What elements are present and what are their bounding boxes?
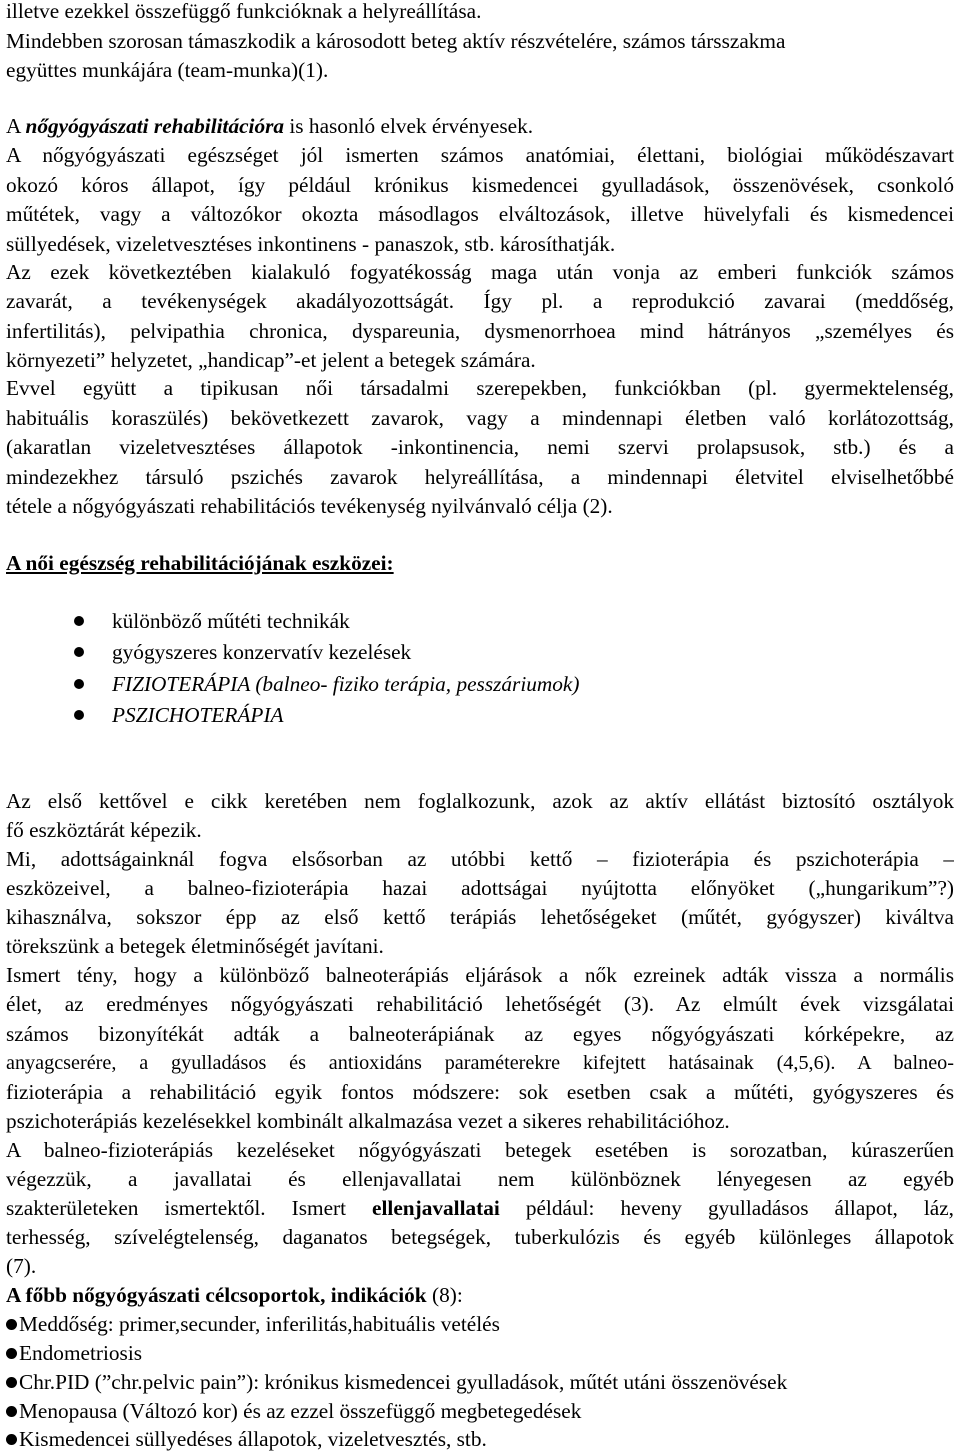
list-item bbox=[6, 1396, 954, 1426]
bullet-icon bbox=[74, 710, 84, 720]
bullet-icon bbox=[6, 1377, 17, 1388]
emphasis-text: ellenjavallatai bbox=[372, 1196, 500, 1220]
text-line: mindezekhez társuló pszichés zavarok helyreállítása, a mindennapi életvitel elviselhetőbbé bbox=[6, 465, 954, 489]
text-line: együttes munkájára (team-munka)(1). bbox=[6, 58, 329, 82]
text-line: zavarát, a tevékenységek akadályozottságát. Így pl. a reprodukció zavarai (meddőség, bbox=[6, 289, 954, 313]
list-item-label: Menopausa (Változó kor) és az ezzel összefüggő megbetegedések bbox=[19, 1399, 582, 1423]
list-item bbox=[6, 1309, 954, 1339]
text-line: infertilitás), pelvipathia chronica, dyspareunia, dysmenorrhoea mind hátrányos „személyes és bbox=[6, 319, 954, 343]
text-line: eszközeivel, a balneo-fizioterápia hazai adottságai nyújtotta előnyöket („hungarikum”?) bbox=[6, 876, 954, 900]
heading-suffix: (8): bbox=[426, 1283, 463, 1307]
heading-bold-text: A főbb nőgyógyászati célcsoportok, indikációk bbox=[6, 1283, 427, 1307]
text-line: (akaratlan vizeletvesztéses állapotok -inkontinencia, nemi szervi prolapsusok, stb.) és a bbox=[6, 435, 954, 459]
bullet-icon bbox=[6, 1348, 17, 1359]
list-item bbox=[6, 1424, 954, 1454]
list-item-label: FIZIOTERÁPIA (balneo- fiziko terápia, pesszáriumok) bbox=[112, 672, 580, 696]
text-line: Az első kettővel e cikk keretében nem foglalkozunk, azok az aktív ellátást biztosító osztályok bbox=[6, 789, 954, 813]
text-line: A nőgyógyászati egészséget jól ismerten számos anatómiai, élettani, biológiai működészavart bbox=[6, 143, 954, 167]
text-line: végezzük, a javallatai és ellenjavallatai nem különböznek lényegesen az egyéb bbox=[6, 1167, 954, 1191]
text-line: A balneo-fizioterápiás kezeléseket nőgyógyászati betegek esetében is sorozatban, kúraszerűen bbox=[6, 1138, 954, 1162]
text-line: süllyedések, vizeletvesztéses inkontinens - panaszok, stb. károsíthatják. bbox=[6, 232, 616, 256]
bullet-icon bbox=[74, 679, 84, 689]
text-span: is hasonló elvek érvényesek. bbox=[284, 114, 534, 138]
text-line: fő eszköztárát képezik. bbox=[6, 818, 202, 842]
bullet-icon bbox=[6, 1406, 17, 1417]
text-line: tétele a nőgyógyászati rehabilitációs tevékenység nyilvánvaló célja (2). bbox=[6, 494, 613, 518]
list-item-label: PSZICHOTERÁPIA bbox=[112, 703, 284, 727]
text-line: Az ezek következtében kialakuló fogyatékosság maga után vonja az emberi funkciók számos bbox=[6, 260, 954, 284]
list-item-label: Endometriosis bbox=[19, 1341, 143, 1365]
text-line: anyagcserére, a gyulladásos és antioxidáns paraméterekre kifejtett hatásainak (4,5,6). A balneo- bbox=[6, 1052, 954, 1074]
text-line: számos bizonyítékát adták a balneoterápiának az egyes nőgyógyászati kórképekre, az bbox=[6, 1022, 954, 1046]
list-item bbox=[6, 1367, 954, 1397]
text-line: illetve ezekkel összefüggő funkcióknak a helyreállítása. bbox=[6, 0, 482, 23]
text-line: Mi, adottságainknál fogva elsősorban az utóbbi kettő – fizioterápia és pszichoterápia – bbox=[6, 847, 954, 871]
text-line: habituális koraszülés) bekövetkezett zavarok, vagy a mindennapi életben való korlátozottság, bbox=[6, 406, 954, 430]
text-line: törekszünk a betegek életminőségét javítani. bbox=[6, 934, 384, 958]
text-span: A bbox=[6, 114, 26, 138]
list-item bbox=[112, 669, 579, 699]
text-line: Ismert tény, hogy a különböző balneoterápiás eljárások a nők ezreinek adták vissza a normális bbox=[6, 963, 954, 987]
emphasis-text: nőgyógyászati rehabilitációra bbox=[25, 114, 285, 138]
list-item-label: Kismedencei süllyedéses állapotok, vizeletvesztés, stb. bbox=[19, 1427, 487, 1451]
text-span: például: heveny gyulladásos állapot, láz, bbox=[499, 1196, 954, 1220]
bullet-icon bbox=[6, 1434, 17, 1445]
paragraph-rehab-intro bbox=[6, 111, 954, 141]
bullet-icon bbox=[74, 616, 84, 626]
list-item-label: különböző műtéti technikák bbox=[112, 609, 350, 633]
list-item-label: Meddőség: primer,secunder, inferilitás,habituális vetélés bbox=[19, 1312, 500, 1336]
text-line: műtétek, vagy a változókor okozta másodlagos elváltozások, illetve hüvelyfali és kismedencei bbox=[6, 202, 954, 226]
list-item-label: Chr.PID (”chr.pelvic pain”): krónikus kismedencei gyulladások, műtét utáni összenövések bbox=[19, 1370, 788, 1394]
text-span: szakterületeken ismertektől. Ismert bbox=[6, 1196, 373, 1220]
list-item-label: gyógyszeres konzervatív kezelések bbox=[112, 640, 412, 664]
list-item bbox=[112, 637, 411, 667]
section-heading: A női egészség rehabilitációjának eszközei: bbox=[6, 551, 394, 575]
text-line: élet, az eredményes nőgyógyászati rehabilitáció lehetőségét (3). Az elmúlt évek vizsgálatai bbox=[6, 992, 954, 1016]
text-line: (7). bbox=[6, 1254, 37, 1278]
text-line: pszichoterápiás kezelésekkel kombinált alkalmazása vezet a sikeres rehabilitációhoz. bbox=[6, 1109, 730, 1133]
text-line: terhesség, szívelégtelenség, daganatos betegségek, tuberkulózis és egyéb különleges állapotok bbox=[6, 1225, 954, 1249]
text-line: okozó kóros állapot, így például krónikus kismedencei gyulladások, összenövések, csonkoló bbox=[6, 173, 954, 197]
section-heading bbox=[6, 1280, 954, 1310]
text-line bbox=[6, 1193, 954, 1223]
text-line: Evvel együtt a tipikusan női társadalmi szerepekben, funkciókban (pl. gyermektelenség, bbox=[6, 376, 954, 400]
text-line: Mindebben szorosan támaszkodik a károsodott beteg aktív részvételére, számos társszakma bbox=[6, 29, 786, 53]
list-item bbox=[112, 700, 284, 730]
list-item bbox=[6, 1338, 954, 1368]
text-line: kihasználva, sokszor épp az első kettő terápiás lehetőségeket (műtét, gyógyszer) kiváltva bbox=[6, 905, 954, 929]
bullet-icon bbox=[6, 1319, 17, 1330]
text-line: környezeti” helyzetet, „handicap”-et jelent a betegek számára. bbox=[6, 348, 536, 372]
text-line: fizioterápia a rehabilitáció egyik fontos módszere: sok esetben csak a műtéti, gyógyszeres és bbox=[6, 1080, 954, 1104]
list-item bbox=[112, 606, 350, 636]
bullet-icon bbox=[74, 647, 84, 657]
